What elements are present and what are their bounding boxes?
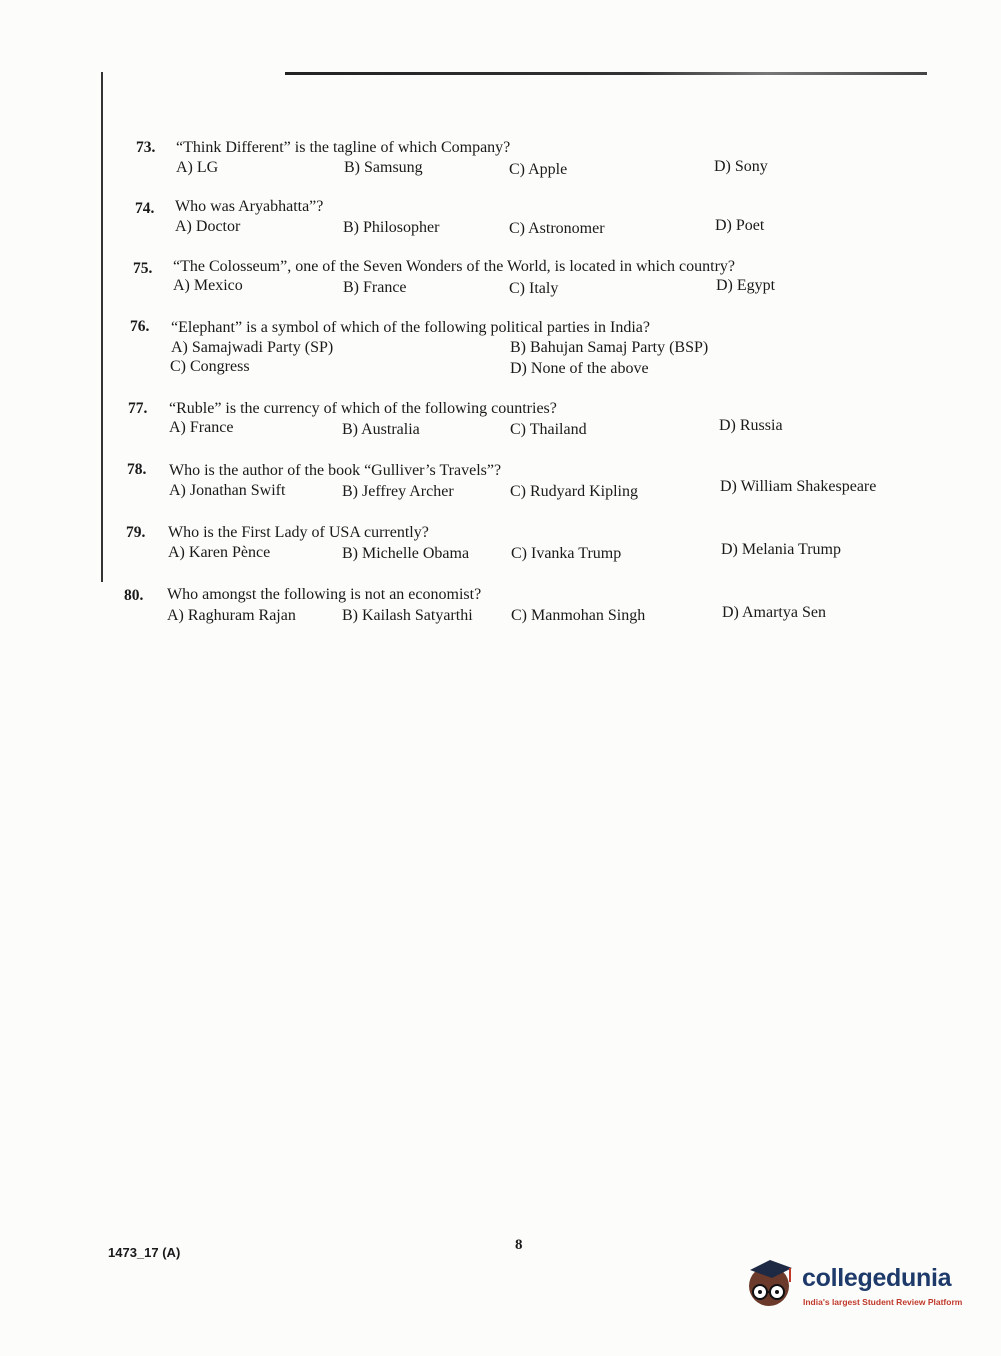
question-text: “The Colosseum”, one of the Seven Wonders of the World, is located in which country? (173, 258, 736, 275)
question-text: Who is the First Lady of USA currently? (168, 524, 429, 541)
option-c: C) Rudyard Kipling (510, 483, 638, 500)
option-c: C) Astronomer (509, 220, 605, 237)
option-d: D) Egypt (716, 277, 776, 294)
question-text: “Think Different” is the tagline of which Company? (176, 139, 511, 156)
option-a: A) Mexico (173, 277, 243, 294)
option-a: A) LG (176, 159, 219, 176)
paper-code: 1473_17 (A) (108, 1245, 181, 1260)
option-d: D) Amartya Sen (722, 604, 826, 621)
option-b: B) Philosopher (343, 219, 440, 236)
question-text: Who amongst the following is not an economist? (167, 586, 482, 603)
option-a: A) Raghuram Rajan (167, 607, 296, 624)
option-c: C) Manmohan Singh (511, 607, 646, 624)
option-d: D) Sony (714, 158, 768, 175)
top-rule (285, 72, 927, 75)
question-number: 80. (124, 587, 144, 604)
page-number: 8 (515, 1237, 523, 1253)
option-b: B) Samsung (344, 159, 423, 176)
question-number: 75. (133, 260, 153, 277)
option-b: B) Jeffrey Archer (342, 483, 454, 500)
option-b: B) France (343, 279, 407, 296)
option-d: D) Melania Trump (721, 541, 841, 558)
question-text: Who is the author of the book “Gulliver’s Travels”? (169, 462, 502, 479)
question-number: 76. (130, 318, 150, 335)
question-number: 78. (127, 461, 147, 478)
option-c: C) Congress (170, 358, 250, 375)
option-b: B) Kailash Satyarthi (342, 607, 473, 624)
option-a: A) Karen Pènce (168, 544, 271, 561)
option-c: C) Italy (509, 280, 559, 297)
left-margin-line (101, 72, 103, 582)
option-c: C) Apple (509, 161, 568, 178)
question-number: 74. (135, 200, 155, 217)
question-number: 77. (128, 400, 148, 417)
option-a: A) Doctor (175, 218, 241, 235)
option-a: A) Samajwadi Party (SP) (171, 339, 334, 356)
question-text: Who was Aryabhatta”? (175, 198, 324, 215)
option-c: C) Ivanka Trump (511, 545, 622, 562)
collegedunia-logo (742, 1250, 972, 1314)
option-d: D) Russia (719, 417, 783, 434)
option-d: D) William Shakespeare (720, 478, 877, 495)
option-c: C) Thailand (510, 421, 587, 438)
option-b: B) Australia (342, 421, 420, 438)
option-a: A) Jonathan Swift (169, 482, 286, 499)
logo-name: collegedunia (802, 1264, 952, 1292)
question-number: 79. (126, 524, 146, 541)
option-b: B) Bahujan Samaj Party (BSP) (510, 339, 709, 356)
question-number: 73. (136, 139, 156, 156)
logo-tagline: India's largest Student Review Platform (803, 1297, 963, 1307)
option-d: D) None of the above (510, 360, 649, 377)
option-b: B) Michelle Obama (342, 545, 470, 562)
option-d: D) Poet (715, 217, 765, 234)
question-text: “Ruble” is the currency of which of the following countries? (169, 400, 557, 417)
question-text: “Elephant” is a symbol of which of the following political parties in India? (171, 319, 650, 336)
student-mascot-icon (742, 1252, 802, 1312)
option-a: A) France (169, 419, 234, 436)
